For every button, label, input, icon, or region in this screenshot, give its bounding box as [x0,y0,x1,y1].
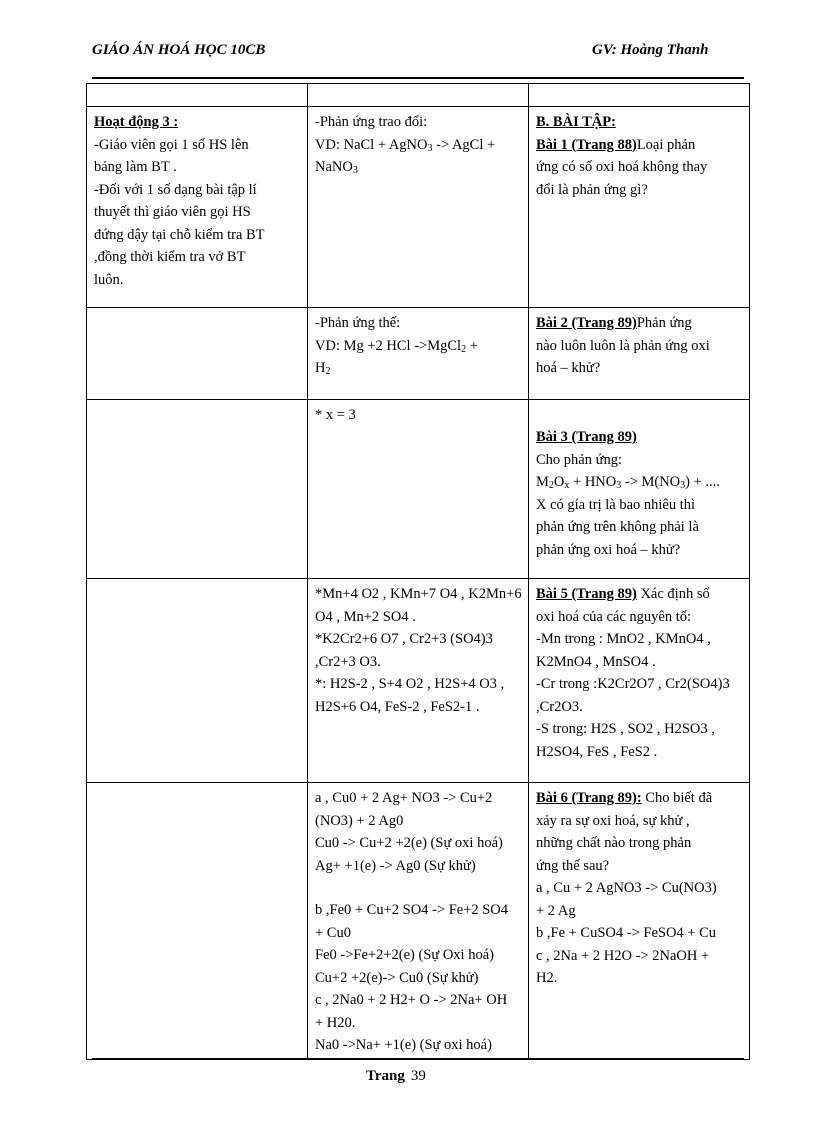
lesson-table [86,83,750,1060]
formula-line: + H20. [315,1014,356,1031]
table-row [87,308,750,400]
text-line: ,đồng thời kiểm tra vở BT [94,249,246,265]
formula-line: Ag+ +1(e) -> Ag0 (Sự khử) [315,857,476,874]
header-teacher: GV: Hoàng Thanh [592,42,709,58]
formula-line: VD: Mg +2 HCl ->MgCl$_2$ + [315,337,478,355]
formula-line: -S trong: H2S , SO2 , H2SO3 , [536,721,715,737]
exercise-ref: Bài 2 (Trang 89) [536,315,637,331]
header-title: GIÁO ÁN HOÁ HỌC 10CB [92,42,266,58]
text-line: Cho phản ứng: [536,451,622,468]
formula-line: b ,Fe0 + Cu+2 SO4 -> Fe+2 SO4 [315,902,509,918]
formula-line: H2S+6 O4, FeS-2 , FeS2-1 . [315,698,480,715]
exercise-ref: Bài 6 (Trang 89): [536,790,642,806]
formula-line: Cu+2 +2(e)-> Cu0 (Sự khử) [315,969,479,986]
text-line: phản ứng oxi hoá – khử? [536,541,681,558]
formula-line: b ,Fe + CuSO4 -> FeSO4 + Cu [536,925,717,941]
formula-line: $H_2$ [315,360,331,377]
footer-rule [92,1058,744,1060]
activity-cell [87,107,308,308]
exercise-line: Bài 1 (Trang 88)Loại phản [536,136,696,153]
page-number: 39 [410,1068,426,1084]
exercise-ref: Bài 5 (Trang 89) [536,586,637,602]
text-line: đổi là phản ứng gì? [536,181,648,198]
exercise-cell [529,783,750,1060]
exercise-line: Bài 5 (Trang 89) Xác định số [536,586,710,602]
exercise-cell [529,107,750,308]
content-cell [308,400,529,579]
text-line: đứng dậy tại chỗ kiểm tra BT [94,226,265,243]
formula-line: ,Cr2O3. [536,698,583,715]
text-line: luôn. [94,271,124,288]
formula-line: -Cr trong :K2Cr2O7 , Cr2(SO4)3 [536,676,730,692]
table-row [87,579,750,783]
formula-line: *Mn+4 O2 , KMn+7 O4 , K2Mn+6 [315,586,522,602]
exercise-cell [529,579,750,783]
content-cell [308,783,529,1060]
exercise-line: Bài 2 (Trang 89)Phản ứng [536,315,692,331]
table-row [87,400,750,579]
content-cell [308,308,529,400]
text-line: * x = 3 [315,407,356,423]
activity-title: Hoạt động 3 : [94,114,179,130]
formula-line: H2. [536,970,558,986]
table-row-empty [87,84,750,107]
text-line: hoá – khử? [536,360,601,376]
exercise-ref: Bài 3 (Trang 89) [536,429,637,445]
text-line: X có gía trị là bao nhiêu thì [536,496,696,513]
text-line: ứng có số oxi hoá không thay [536,159,708,175]
formula-line: Cu0 -> Cu+2 +2(e) (Sự oxi hoá) [315,835,503,851]
formula-line: O4 , Mn+2 SO4 . [315,608,416,625]
exercise-cell [529,400,750,579]
formula-line: Fe0 ->Fe+2+2(e) (Sự Oxi hoá) [315,947,494,963]
formula-line: Na0 ->Na+ +1(e) (Sự oxi hoá) [315,1037,492,1053]
formula-line: + 2 Ag [536,902,576,919]
section-title: B. BÀI TẬP: [536,114,616,130]
formula-line: K2MnO4 , MnSO4 . [536,653,656,670]
text-line: -Đối với 1 số dạng bài tập lí [94,181,257,198]
text-line: nào luôn luôn là phản ứng oxi [536,337,710,354]
text-line: phản ứng trên không phải là [536,519,699,535]
formula-line: a , Cu + 2 AgNO3 -> Cu(NO3) [536,880,717,896]
formula-line: *: H2S-2 , S+4 O2 , H2S+4 O3 , [315,676,505,692]
formula-line: -Mn trong : MnO2 , KMnO4 , [536,631,711,647]
formula-line: a , Cu0 + 2 Ag+ NO3 -> Cu+2 [315,790,493,806]
exercise-cell [529,308,750,400]
footer-label: Trang [366,1068,405,1084]
header-rule [92,77,744,79]
content-cell [308,107,529,308]
text-line: oxi hoá của các nguyên tố: [536,608,692,625]
formula-line: VD: NaCl + AgNO$_3$ -> AgCl + [315,136,496,154]
formula-line: c , 2Na0 + 2 H2+ O -> 2Na+ OH [315,992,508,1008]
formula-line: $M_2O_x + HNO_3 -> M(NO_3)$ + .... [536,474,720,491]
table-row [87,783,750,1060]
text-line: -Giáo viên gọi 1 số HS lên [94,136,249,153]
text-line: thuyết thì giáo viên gọi HS [94,204,251,220]
formula-line: NaNO$_3$ [315,159,358,176]
text-line: những chất nào trong phản [536,835,692,851]
formula-line: ,Cr2+3 O3. [315,653,381,670]
text-line: ứng thế sau? [536,857,610,874]
formula-line: + Cu0 [315,924,351,941]
text-line: bảng làm BT . [94,159,177,175]
formula-line: (NO3) + 2 Ag0 [315,812,404,829]
text-line: -Phản ứng trao đổi: [315,114,428,130]
text-line: xảy ra sự oxi hoá, sự khử , [536,812,690,829]
table-row [87,107,750,308]
formula-line: H2SO4, FeS , FeS2 . [536,743,658,760]
page-footer [366,1068,426,1085]
exercise-line: Bài 6 (Trang 89): Cho biết đã [536,790,713,806]
formula-line: c , 2Na + 2 H2O -> 2NaOH + [536,947,710,964]
formula-line: *K2Cr2+6 O7 , Cr2+3 (SO4)3 [315,631,493,647]
exercise-ref: Bài 1 (Trang 88) [536,136,637,153]
text-line: -Phản ứng thế: [315,315,401,331]
content-cell [308,579,529,783]
